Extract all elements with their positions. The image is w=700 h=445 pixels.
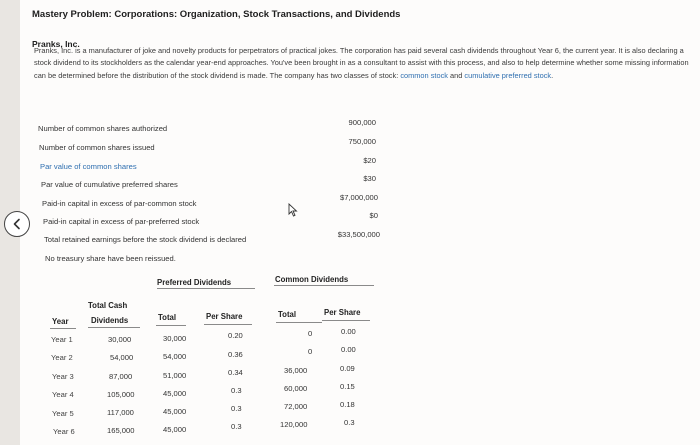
- divider: [204, 324, 252, 325]
- row-common-per-share: 0.00: [341, 327, 356, 336]
- row-pref-per-share: 0.3: [231, 404, 242, 413]
- fact-label: Paid-in capital in excess of par-common stock: [42, 199, 197, 208]
- chevron-left-icon: [11, 218, 23, 230]
- total-cash-header-1: Total Cash: [88, 301, 128, 310]
- preferred-dividends-header: Preferred Dividends: [157, 278, 232, 287]
- row-pref-total: 45,000: [163, 425, 187, 434]
- paragraph-text-1: Pranks, Inc. is a manufacturer of joke and novelty products for perpetrators of practical jokes. The corporation has paid several cash dividends throughout Year 6, the current year. It is also declaring a stock dividend to its stockholders as the calendar year-end approaches. You've been brought in as a consultant to assist with this process, and also to help determine whether some missing information can be determined before the distribution of the stock dividend is made. The company has two classes of stock:: [34, 46, 689, 80]
- divider: [156, 325, 186, 326]
- row-pref-per-share: 0.36: [228, 350, 243, 359]
- row-cash: 105,000: [107, 390, 135, 399]
- row-cash: 30,000: [108, 335, 132, 344]
- row-pref-per-share: 0.34: [228, 368, 243, 377]
- back-button[interactable]: [4, 211, 30, 237]
- row-year: Year 6: [53, 427, 75, 436]
- mouse-cursor-icon: [288, 203, 298, 222]
- fact-label-link[interactable]: Par value of common shares: [40, 162, 137, 171]
- fact-value: 900,000: [348, 118, 376, 127]
- row-pref-total: 54,000: [163, 352, 187, 361]
- problem-description: [34, 45, 689, 82]
- row-common-total: 120,000: [280, 420, 308, 429]
- row-pref-total: 30,000: [163, 334, 187, 343]
- year-header: Year: [52, 317, 69, 326]
- fact-label: Number of common shares issued: [39, 143, 155, 152]
- row-pref-total: 45,000: [163, 389, 187, 398]
- preferred-total-header: Total: [158, 313, 177, 322]
- row-common-total: 36,000: [284, 366, 308, 375]
- row-year: Year 4: [52, 390, 74, 399]
- common-dividends-header: Common Dividends: [275, 275, 349, 284]
- common-total-header: Total: [278, 310, 297, 319]
- row-year: Year 3: [52, 372, 74, 381]
- row-common-per-share: 0.15: [340, 382, 355, 391]
- company-name: Pranks, Inc.: [32, 39, 80, 49]
- fact-label: Par value of cumulative preferred shares: [41, 180, 178, 189]
- row-pref-per-share: 0.20: [228, 331, 243, 340]
- fact-label: Total retained earnings before the stock dividend is declared: [44, 235, 247, 244]
- preferred-per-share-header: Per Share: [206, 312, 243, 321]
- row-common-total: 72,000: [284, 402, 308, 411]
- row-year: Year 2: [51, 353, 73, 362]
- row-pref-total: 45,000: [163, 407, 187, 416]
- total-cash-header-2: Dividends: [91, 316, 129, 325]
- row-common-per-share: 0.00: [341, 345, 356, 354]
- paragraph-text-2: and: [447, 70, 465, 80]
- row-cash: 87,000: [109, 372, 133, 381]
- row-common-total: 60,000: [284, 384, 308, 393]
- paragraph-text-3: .: [551, 70, 554, 80]
- row-common-per-share: 0.3: [344, 418, 355, 427]
- common-per-share-header: Per Share: [324, 308, 361, 317]
- row-cash: 165,000: [107, 426, 135, 435]
- row-pref-per-share: 0.3: [231, 422, 242, 431]
- fact-value: $30: [363, 174, 376, 183]
- row-common-per-share: 0.18: [340, 400, 355, 409]
- fact-value: $0: [369, 211, 378, 220]
- row-pref-total: 51,000: [163, 371, 187, 380]
- fact-value: $33,500,000: [337, 230, 380, 239]
- divider: [157, 288, 255, 289]
- row-year: Year 1: [51, 335, 73, 344]
- common-stock-link[interactable]: common stock: [400, 70, 448, 80]
- divider: [322, 320, 370, 321]
- divider: [50, 328, 76, 329]
- fact-value: 750,000: [348, 137, 376, 146]
- divider: [88, 327, 140, 328]
- cumulative-preferred-stock-link[interactable]: cumulative preferred stock: [464, 70, 552, 80]
- row-year: Year 5: [52, 409, 74, 418]
- row-common-per-share: 0.09: [340, 364, 355, 373]
- row-common-total: 0: [308, 347, 313, 356]
- divider: [276, 322, 322, 323]
- divider: [274, 285, 374, 286]
- fact-value: $20: [363, 156, 376, 165]
- fact-value: $7,000,000: [339, 193, 378, 202]
- row-cash: 117,000: [107, 408, 134, 417]
- row-common-total: 0: [308, 329, 313, 338]
- page-title: Mastery Problem: Corporations: Organization, Stock Transactions, and Dividends: [32, 9, 401, 20]
- row-cash: 54,000: [110, 353, 134, 362]
- row-pref-per-share: 0.3: [231, 386, 242, 395]
- fact-note: No treasury share have been reissued.: [45, 254, 176, 263]
- document-page: [20, 0, 700, 445]
- fact-label: Paid-in capital in excess of par-preferred stock: [43, 217, 200, 226]
- fact-label: Number of common shares authorized: [38, 124, 168, 133]
